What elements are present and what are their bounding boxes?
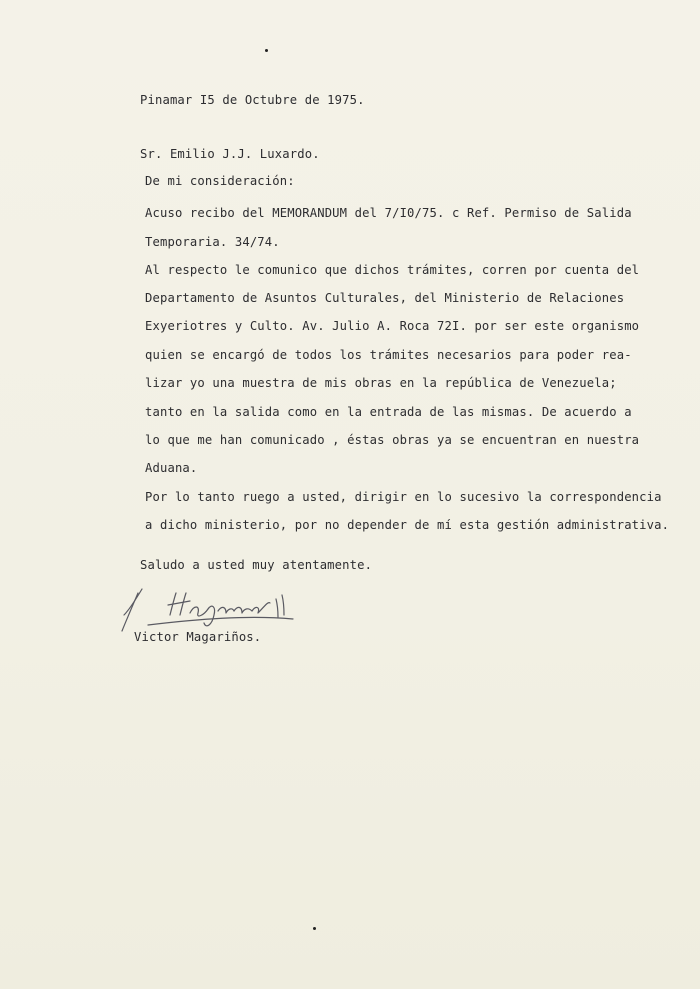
body-line: lizar yo una muestra de mis obras en la república de Venezuela; <box>145 376 617 390</box>
body-line: Aduana. <box>145 461 198 475</box>
body-line: lo que me han comunicado , éstas obras ya se encuentran en nuestra <box>145 433 640 447</box>
body-line: Exyeriotres y Culto. Av. Julio A. Roca 72I. por ser este organismo <box>145 319 640 333</box>
paper-mark <box>265 49 268 52</box>
body-line: Acuso recibo del MEMORANDUM del 7/I0/75. c Ref. Permiso de Salida <box>145 206 632 220</box>
body-line: Departamento de Asuntos Culturales, del Ministerio de Relaciones <box>145 291 625 305</box>
body-line: tanto en la salida como en la entrada de las mismas. De acuerdo a <box>145 405 632 419</box>
handwritten-signature <box>118 585 328 635</box>
body-line: Al respecto le comunico que dichos trámites, corren por cuenta del <box>145 263 640 277</box>
addressee: Sr. Emilio J.J. Luxardo. <box>140 147 320 161</box>
body-line: quien se encargó de todos los trámites necesarios para poder rea- <box>145 348 632 362</box>
body-line: Por lo tanto ruego a usted, dirigir en lo sucesivo la correspondencia <box>145 490 662 504</box>
signature-name: Victor Magariños. <box>134 630 262 644</box>
salutation: De mi consideración: <box>145 174 295 188</box>
date-line: Pinamar I5 de Octubre de 1975. <box>140 93 365 107</box>
paper-mark <box>313 927 316 930</box>
closing-line: Saludo a usted muy atentamente. <box>140 558 373 572</box>
body-line: Temporaria. 34/74. <box>145 235 280 249</box>
body-line: a dicho ministerio, por no depender de mí esta gestión administrativa. <box>145 518 670 532</box>
